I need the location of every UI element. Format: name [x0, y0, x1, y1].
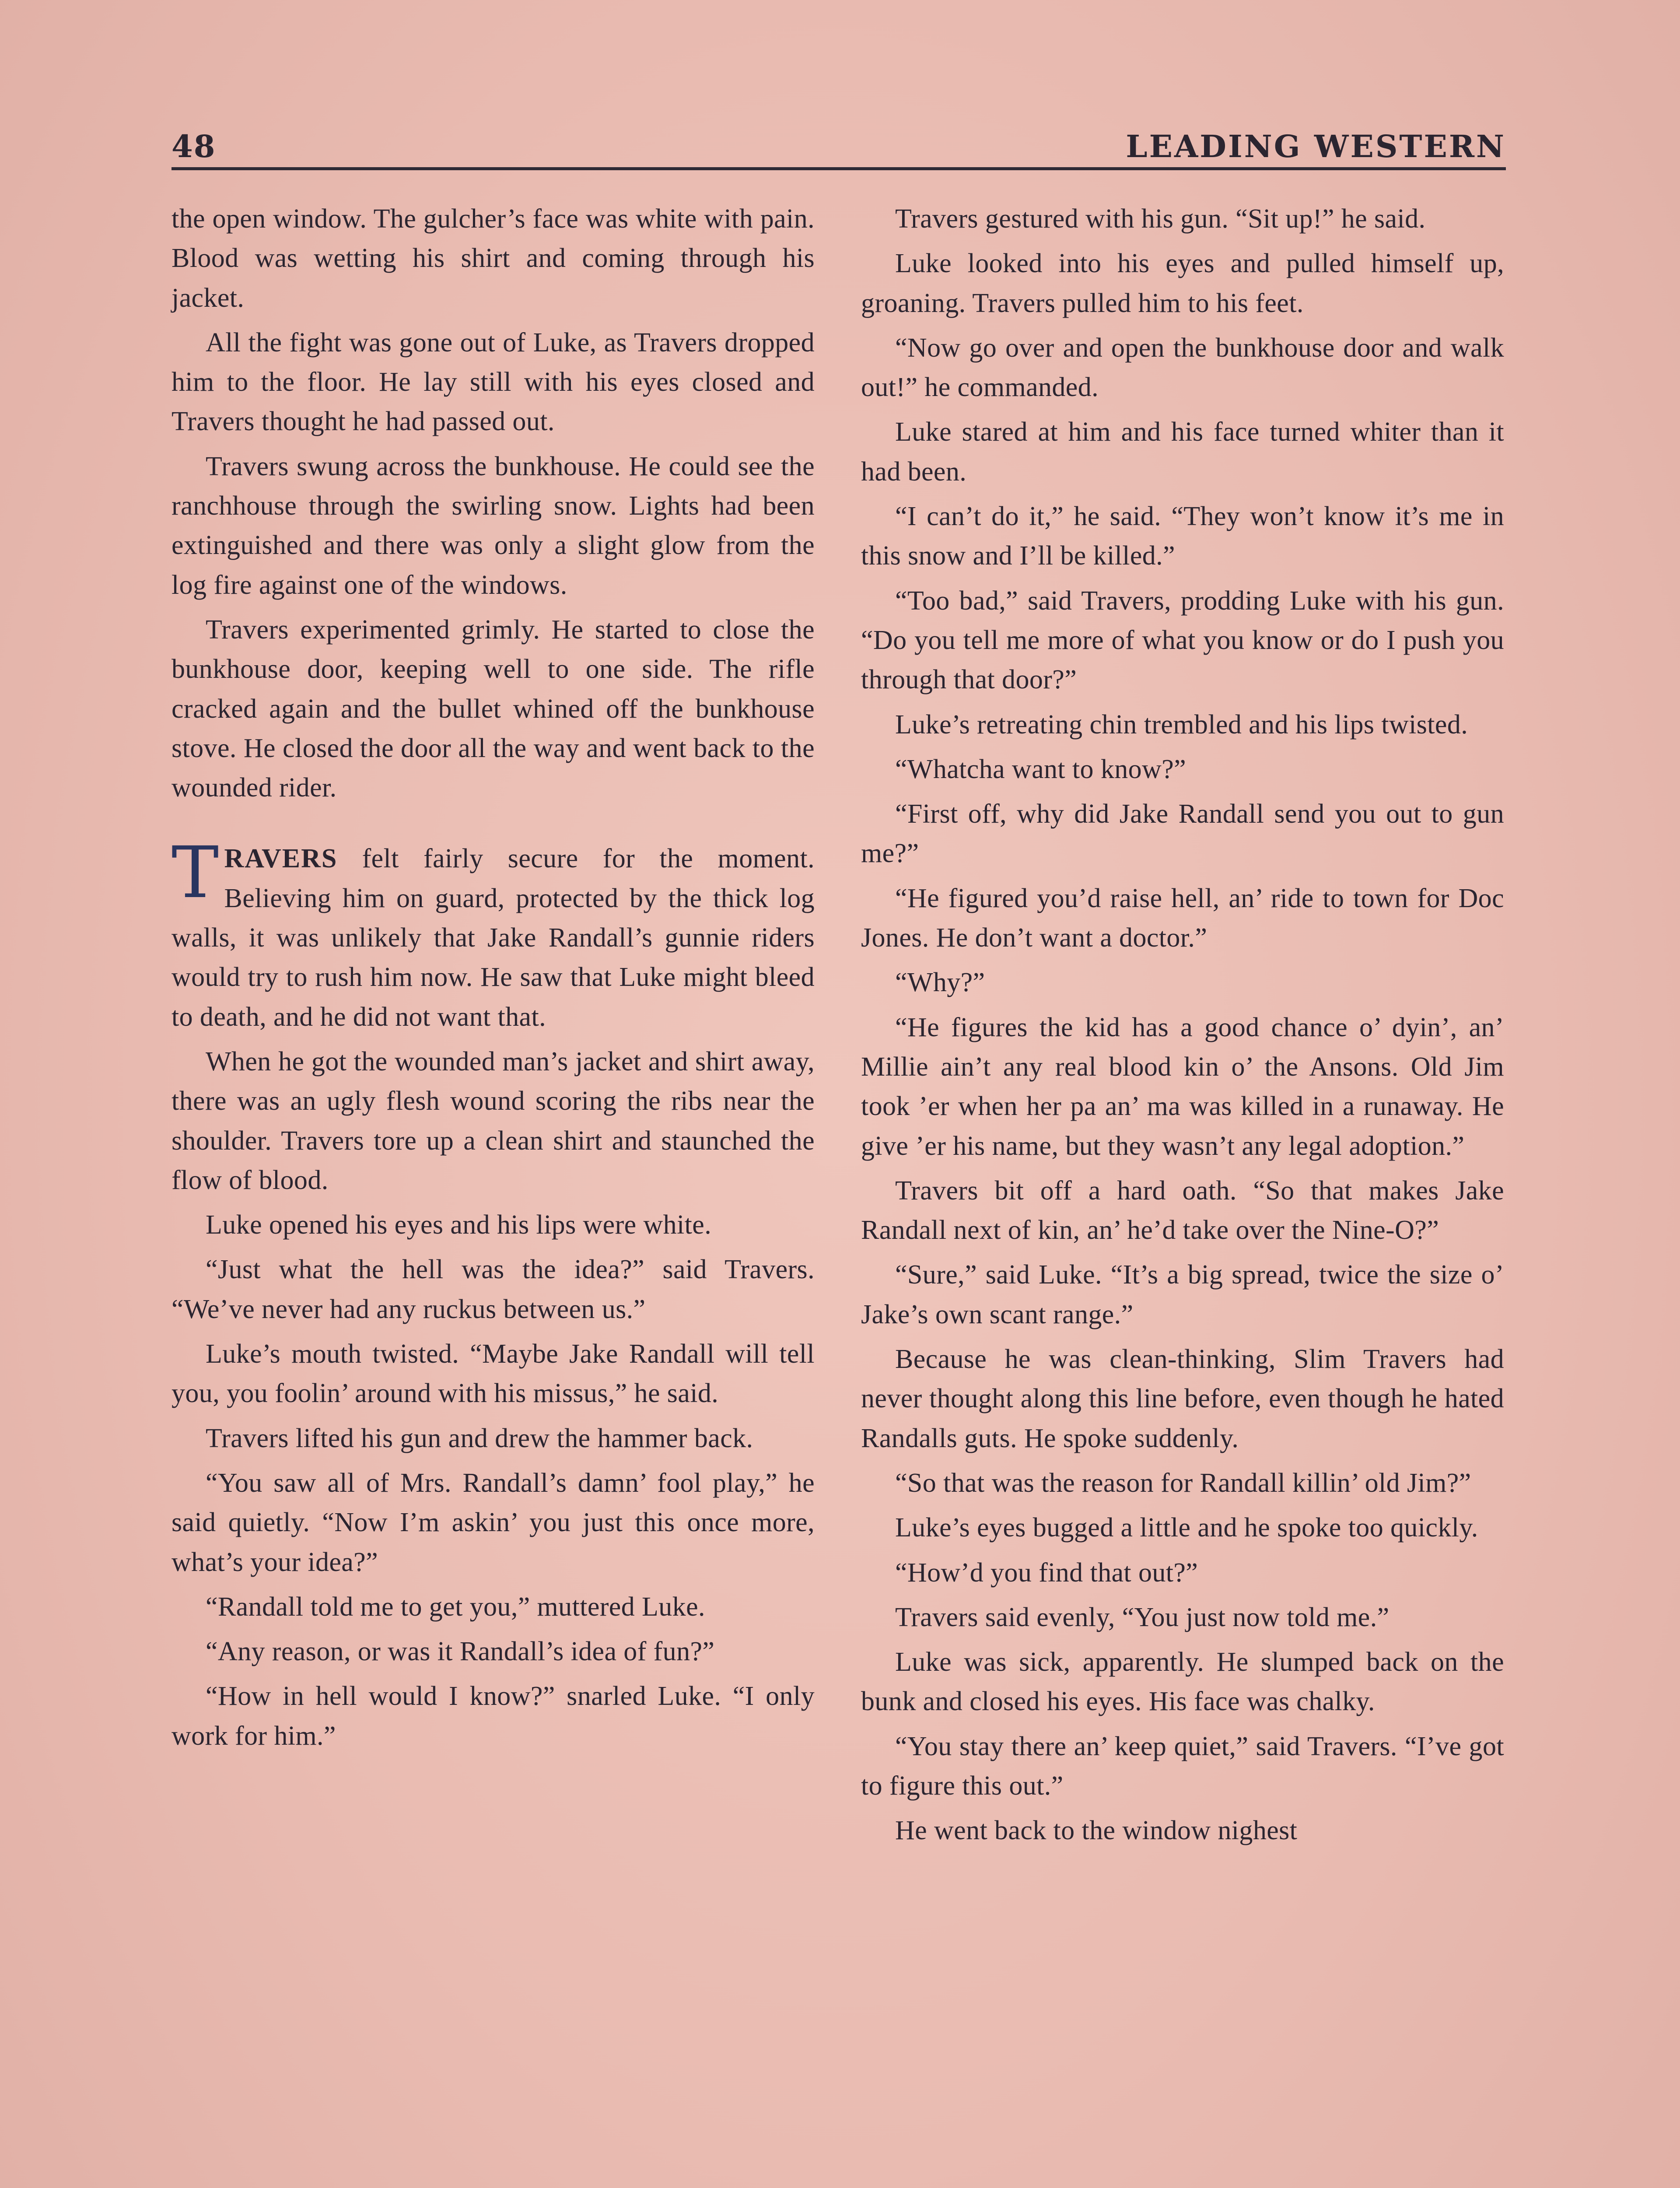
paragraph: “Sure,” said Luke. “It’s a big spread, twice the size o’ Jake’s own scant range.” — [861, 1260, 1504, 1329]
paragraph: “Why?” — [895, 968, 985, 998]
paragraph: Travers said evenly, “You just now told me.” — [895, 1602, 1390, 1632]
paragraph: He went back to the window nighest — [895, 1816, 1298, 1846]
paragraph: “Just what the hell was the idea?” said Travers. “We’ve never had any ruckus between us.” — [172, 1255, 815, 1324]
paragraph: All the fight was gone out of Luke, as Travers dropped him to the floor. He lay still with his eyes closed and Travers thought he had passed out. — [172, 327, 815, 437]
paragraph: “I can’t do it,” he said. “They won’t know it’s me in this snow and I’ll be killed.” — [861, 501, 1504, 571]
paragraph: “Any reason, or was it Randall’s idea of fun?” — [206, 1637, 715, 1667]
paragraph: Luke opened his eyes and his lips were white. — [206, 1210, 712, 1240]
paragraph: Luke’s eyes bugged a little and he spoke too quickly. — [895, 1513, 1478, 1543]
paragraph: Because he was clean-thinking, Slim Travers had never thought along this line before, even though he hated Randalls guts. He spoke suddenly. — [861, 1344, 1504, 1453]
paragraph: “How’d you find that out?” — [895, 1557, 1198, 1588]
paragraph: Luke’s retreating chin trembled and his lips twisted. — [895, 709, 1468, 740]
paragraph: “Now go over and open the bunkhouse door and walk out!” he commanded. — [861, 333, 1504, 403]
paragraph: Travers swung across the bunkhouse. He could see the ranchhouse through the swirling snow. Lights had been extinguished and there was only a slight glow from the log fire against one of the windows. — [172, 451, 815, 600]
header-rule — [172, 167, 1506, 170]
paragraph: the open window. The gulcher’s face was white with pain. Blood was wetting his shirt and coming through his jacket. — [172, 204, 815, 313]
paragraph: “He figured you’d raise hell, an’ ride to town for Doc Jones. He don’t want a doctor.” — [861, 883, 1504, 953]
paragraph: Luke looked into his eyes and pulled himself up, groaning. Travers pulled him to his feet. — [861, 249, 1504, 318]
paragraph: “He figures the kid has a good chance o’ dyin’, an’ Millie ain’t any real blood kin o’ the Ansons. Old Jim took ’er when her pa an’ ma was killed in a runaway. He give ’er his name, but they wasn’t any legal adoption.” — [861, 1012, 1504, 1161]
small-caps-lead: RAVERS — [224, 844, 338, 874]
paragraph: “Too bad,” said Travers, prodding Luke with his gun. “Do you tell me more of what you know or do I push you through that door?” — [861, 586, 1504, 695]
paragraph: Travers lifted his gun and drew the hammer back. — [206, 1423, 753, 1453]
magazine-title: LEADING WESTERN — [1126, 128, 1506, 165]
paragraph: Travers bit off a hard oath. “So that makes Jake Randall next of kin, an’ he’d take over the Nine-O?” — [861, 1175, 1504, 1245]
right-column — [861, 199, 1504, 1856]
paragraph: “Whatcha want to know?” — [895, 754, 1186, 784]
paragraph: Luke’s mouth twisted. “Maybe Jake Randall will tell you, you foolin’ around with his missus,” he said. — [172, 1339, 815, 1409]
paragraph: “How in hell would I know?” snarled Luke. “I only work for him.” — [172, 1681, 815, 1751]
page-number: 48 — [172, 128, 216, 165]
paragraph: “First off, why did Jake Randall send you out to gun me?” — [861, 799, 1504, 869]
paragraph: “You stay there an’ keep quiet,” said Travers. “I’ve got to figure this out.” — [861, 1731, 1504, 1801]
paragraph: “Randall told me to get you,” muttered Luke. — [206, 1592, 705, 1622]
paragraph: Travers gestured with his gun. “Sit up!” he said. — [895, 204, 1426, 234]
drop-cap: T — [172, 832, 219, 915]
paragraph-text: felt fairly secure for the moment. Believing him on guard, protected by the thick log walls, it was unlikely that Jake Randall’s gunnie riders would try to rush him now. He saw that Luke might bleed to death, and he did not want that. — [172, 844, 815, 1032]
paragraph: Luke stared at him and his face turned whiter than it had been. — [861, 417, 1504, 487]
paragraph: When he got the wounded man’s jacket and shirt away, there was an ugly flesh wound scoring the ribs near the shoulder. Travers tore up a clean shirt and staunched the flow of blood. — [172, 1046, 815, 1195]
paragraph: “So that was the reason for Randall killin’ old Jim?” — [895, 1468, 1471, 1498]
section-opening-paragraph — [172, 832, 815, 1036]
paragraph: Travers experimented grimly. He started to close the bunkhouse door, keeping well to one side. The rifle cracked again and the bullet whined off the bunkhouse stove. He closed the door all the way and went back to the wounded rider. — [172, 614, 815, 803]
left-column — [172, 199, 815, 1761]
paragraph: “You saw all of Mrs. Randall’s damn’ fool play,” he said quietly. “Now I’m askin’ you just this once more, what’s your idea?” — [172, 1468, 815, 1577]
paragraph: Luke was sick, apparently. He slumped back on the bunk and closed his eyes. His face was chalky. — [861, 1647, 1504, 1717]
